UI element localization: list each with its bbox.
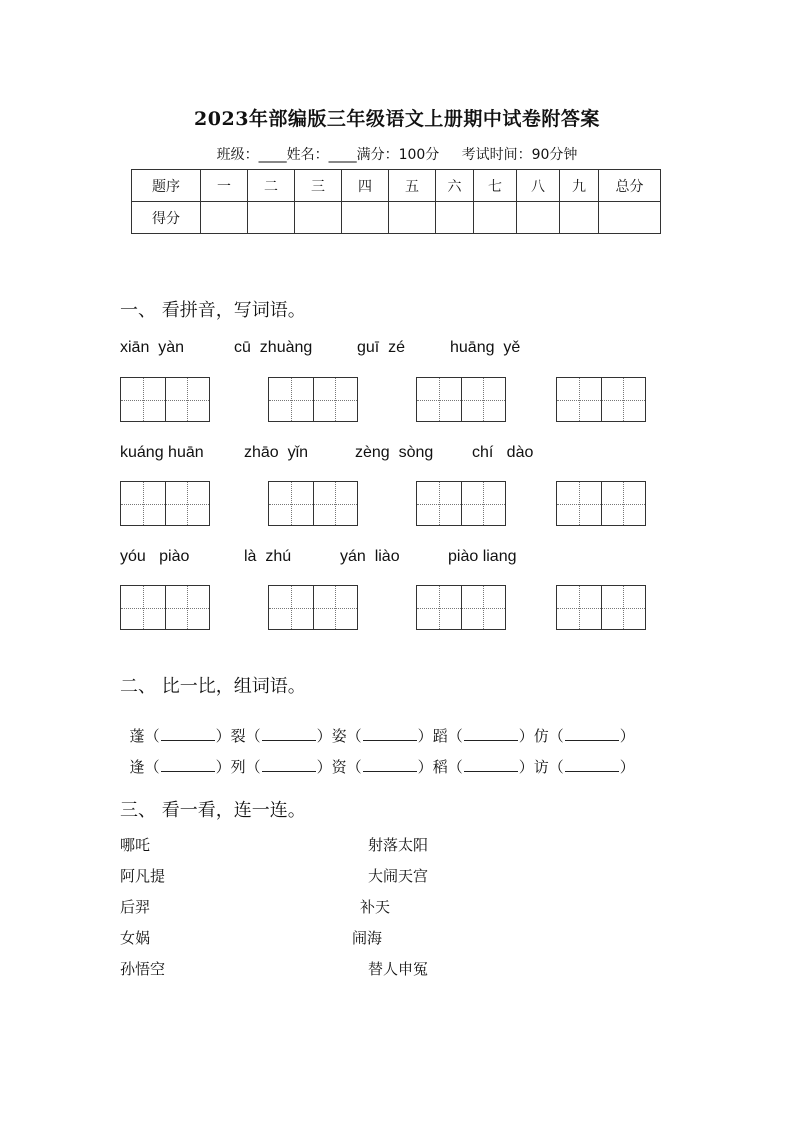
match-left-item[interactable]: 孙悟空 (120, 960, 166, 978)
page-title: 2023年部编版三年级语文上册期中试卷附答案 (194, 108, 600, 130)
name-label: 姓名： (286, 147, 329, 163)
pinyin-label: xiān yàn (120, 339, 185, 356)
writing-grid[interactable] (416, 377, 506, 422)
answer-blank[interactable] (565, 759, 619, 772)
pinyin-label: là zhú (244, 548, 292, 565)
writing-grid[interactable] (268, 481, 358, 526)
pinyin-label: guī zé (357, 339, 406, 356)
match-left-item[interactable]: 女娲 (120, 929, 151, 947)
section3-heading: 三、 看一看，连一连。 (120, 800, 306, 821)
match-left-item[interactable]: 阿凡提 (120, 867, 166, 885)
answer-blank[interactable] (262, 759, 316, 772)
section2-heading: 二、 比一比，组词语。 (120, 676, 306, 697)
compare-char: 资 (331, 758, 347, 776)
writing-grid[interactable] (120, 585, 210, 630)
match-right-item[interactable]: 闹海 (352, 929, 383, 947)
writing-grid[interactable] (120, 481, 210, 526)
score-cell[interactable] (342, 202, 389, 234)
compare-char: 蹈 (432, 727, 448, 745)
score-table-score-row (132, 202, 661, 234)
table-cell: 四 (342, 170, 389, 202)
pinyin-label: yán liào (340, 548, 400, 565)
writing-grid[interactable] (556, 377, 646, 422)
section1-heading: 一、 看拼音，写词语。 (120, 300, 306, 321)
table-cell: 八 (517, 170, 560, 202)
table-cell: 九 (560, 170, 599, 202)
compare-char: 姿 (331, 727, 347, 745)
match-right-item[interactable]: 补天 (360, 898, 391, 916)
pinyin-label: huāng yě (450, 339, 521, 356)
pinyin-label: zhāo yǐn (244, 444, 309, 461)
compare-char: 访 (533, 758, 549, 776)
pinyin-label: piào liang (448, 548, 517, 565)
writing-grid[interactable] (268, 377, 358, 422)
compare-row-2: 逢（ ）列（ ）资（ ）稻（ ）访（ ） (129, 758, 635, 776)
score-table-header-row (132, 170, 661, 202)
class-blank[interactable]: ____ (258, 147, 287, 163)
score-cell[interactable] (599, 202, 661, 234)
score-cell[interactable] (436, 202, 474, 234)
table-cell: 题序 (132, 170, 201, 202)
writing-grid[interactable] (416, 481, 506, 526)
compare-char: 列 (230, 758, 246, 776)
match-right-item[interactable]: 射落太阳 (368, 836, 429, 854)
writing-grid[interactable] (120, 377, 210, 422)
compare-char: 逢 (129, 758, 145, 776)
score-cell[interactable] (560, 202, 599, 234)
table-cell: 六 (436, 170, 474, 202)
match-right-item[interactable]: 替人申冤 (368, 960, 429, 978)
score-cell[interactable] (517, 202, 560, 234)
table-cell: 三 (295, 170, 342, 202)
score-cell[interactable] (389, 202, 436, 234)
score-cell[interactable] (474, 202, 517, 234)
writing-grid[interactable] (556, 481, 646, 526)
match-left-item[interactable]: 后羿 (120, 898, 151, 916)
name-blank[interactable]: ____ (328, 147, 357, 163)
match-left-item[interactable]: 哪吒 (120, 836, 151, 854)
score-table (131, 169, 661, 234)
compare-row-1: 蓬（ ）裂（ ）姿（ ）蹈（ ）仿（ ） (129, 727, 635, 745)
match-right-item[interactable]: 大闹天宫 (368, 867, 429, 885)
table-cell: 五 (389, 170, 436, 202)
table-cell: 七 (474, 170, 517, 202)
pinyin-label: chí dào (472, 444, 534, 461)
pinyin-label: kuáng huān (120, 444, 204, 461)
answer-blank[interactable] (464, 759, 518, 772)
writing-grid[interactable] (416, 585, 506, 630)
writing-grid[interactable] (268, 585, 358, 630)
score-cell[interactable] (201, 202, 248, 234)
compare-char: 裂 (230, 727, 246, 745)
exam-time: 考试时间：90分钟 (461, 147, 578, 163)
answer-blank[interactable] (363, 759, 417, 772)
table-cell: 一 (201, 170, 248, 202)
compare-char: 蓬 (129, 727, 145, 745)
table-cell: 得分 (132, 202, 201, 234)
score-cell[interactable] (248, 202, 295, 234)
table-cell: 二 (248, 170, 295, 202)
table-cell: 总分 (599, 170, 661, 202)
pinyin-label: yóu piào (120, 548, 190, 565)
compare-char: 仿 (533, 727, 549, 745)
full-score: 满分：100分 (356, 147, 440, 163)
exam-info (0, 144, 794, 164)
writing-grid[interactable] (556, 585, 646, 630)
pinyin-label: cū zhuàng (234, 339, 313, 356)
compare-char: 稻 (432, 758, 448, 776)
class-label: 班级： (216, 147, 259, 163)
pinyin-label: zèng sòng (355, 444, 434, 461)
answer-blank[interactable] (161, 759, 215, 772)
score-cell[interactable] (295, 202, 342, 234)
